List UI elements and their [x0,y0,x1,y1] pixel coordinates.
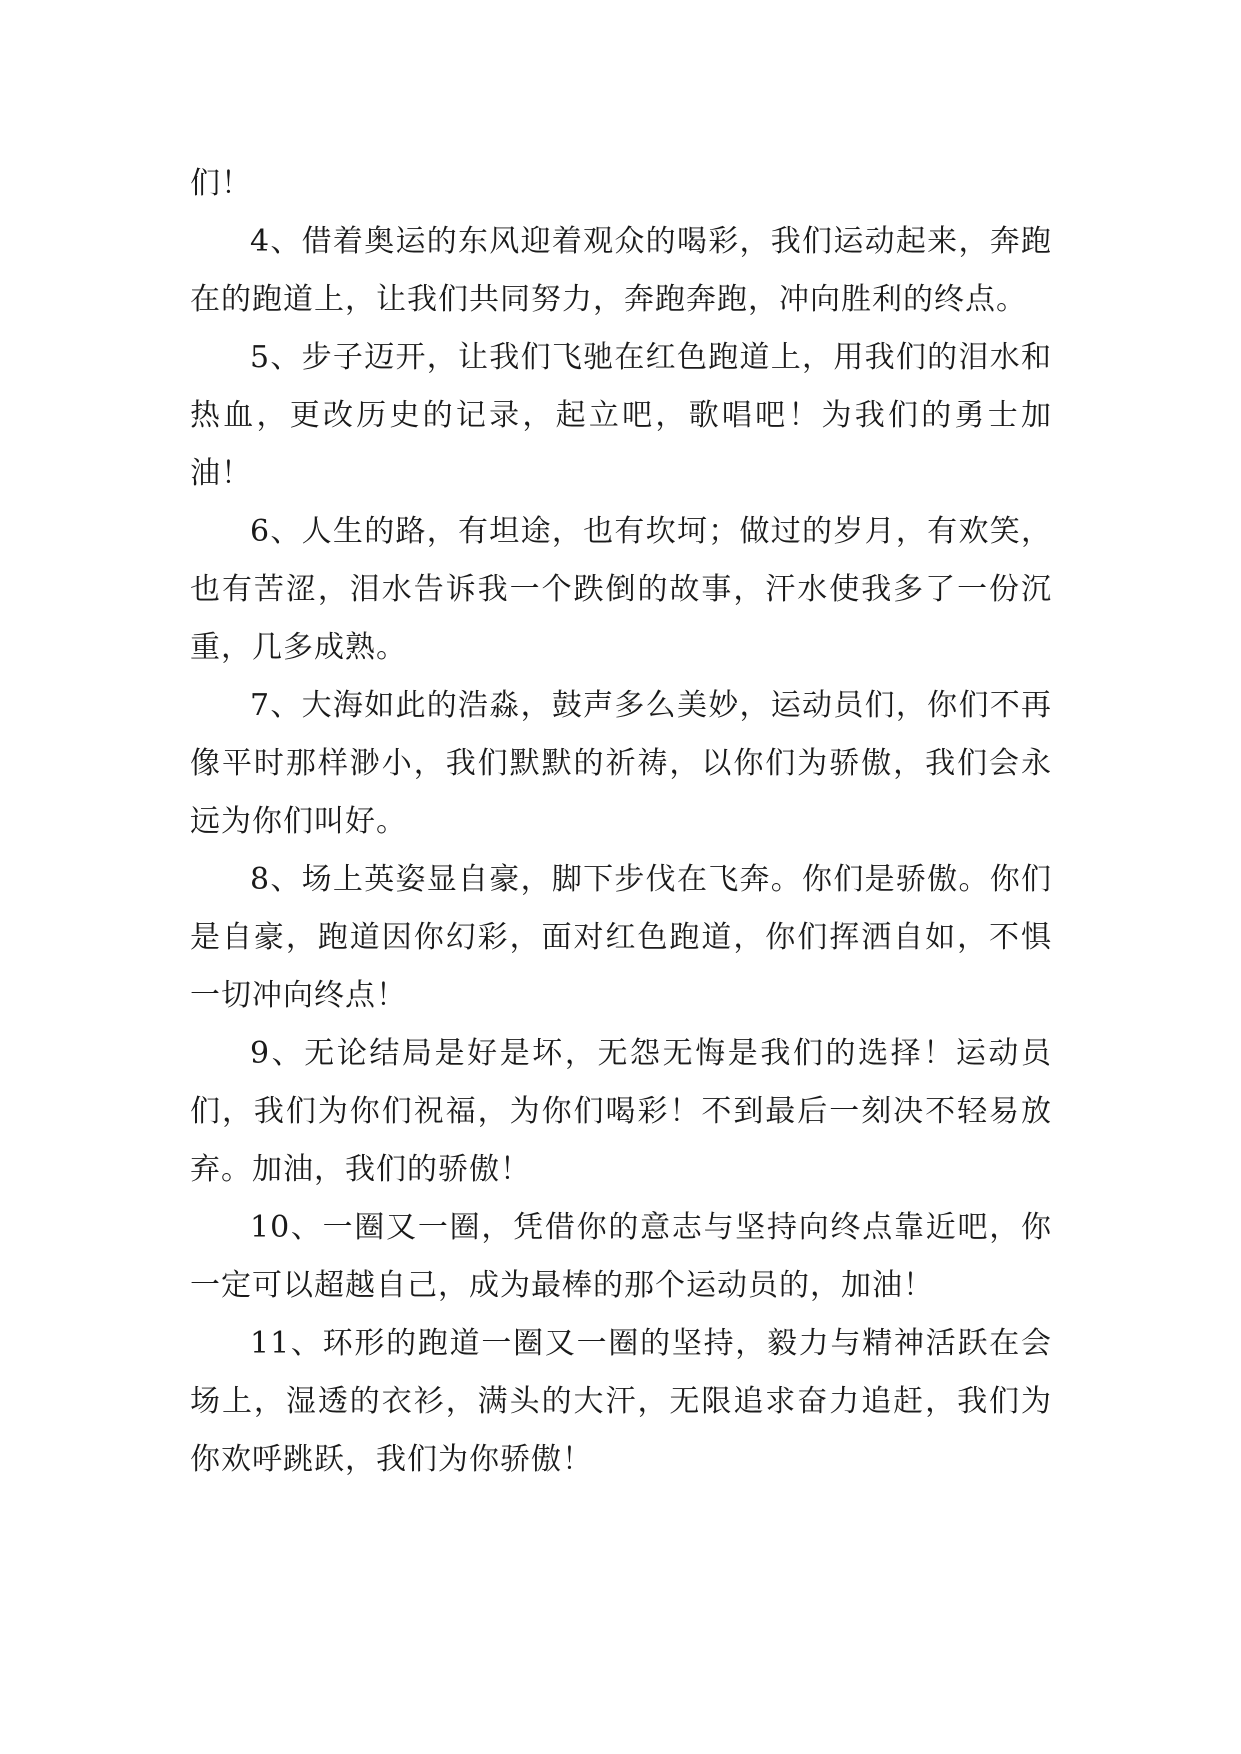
document-body [190,155,1052,1489]
paragraph-item-4: 4、借着奥运的东风迎着观众的喝彩，我们运动起来，奔跑在的跑道上，让我们共同努力，奔跑奔跑，冲向胜利的终点。 [190,224,1052,317]
paragraph-continuation: 们！ [190,166,252,201]
paragraph-item-8: 8、场上英姿显自豪，脚下步伐在飞奔。你们是骄傲。你们是自豪，跑道因你幻彩，面对红色跑道，你们挥洒自如，不惧一切冲向终点！ [190,862,1052,1013]
paragraph-item-6: 6、人生的路，有坦途，也有坎坷；做过的岁月，有欢笑，也有苦涩，泪水告诉我一个跌倒的故事，汗水使我多了一份沉重，几多成熟。 [190,514,1052,665]
paragraph-item-10: 10、一圈又一圈，凭借你的意志与坚持向终点靠近吧，你一定可以超越自己，成为最棒的那个运动员的，加油！ [190,1210,1052,1303]
paragraph-item-11: 11、环形的跑道一圈又一圈的坚持，毅力与精神活跃在会场上，湿透的衣衫，满头的大汗，无限追求奋力追赶，我们为你欢呼跳跃，我们为你骄傲！ [190,1326,1052,1477]
paragraph-item-7: 7、大海如此的浩淼，鼓声多么美妙，运动员们，你们不再像平时那样渺小，我们默默的祈祷，以你们为骄傲，我们会永远为你们叫好。 [190,688,1052,839]
paragraph-item-9: 9、无论结局是好是坏，无怨无悔是我们的选择！运动员们，我们为你们祝福，为你们喝彩！不到最后一刻决不轻易放弃。加油，我们的骄傲！ [190,1036,1052,1187]
paragraph-item-5: 5、步子迈开，让我们飞驰在红色跑道上，用我们的泪水和热血，更改历史的记录，起立吧，歌唱吧！为我们的勇士加油！ [190,340,1052,491]
